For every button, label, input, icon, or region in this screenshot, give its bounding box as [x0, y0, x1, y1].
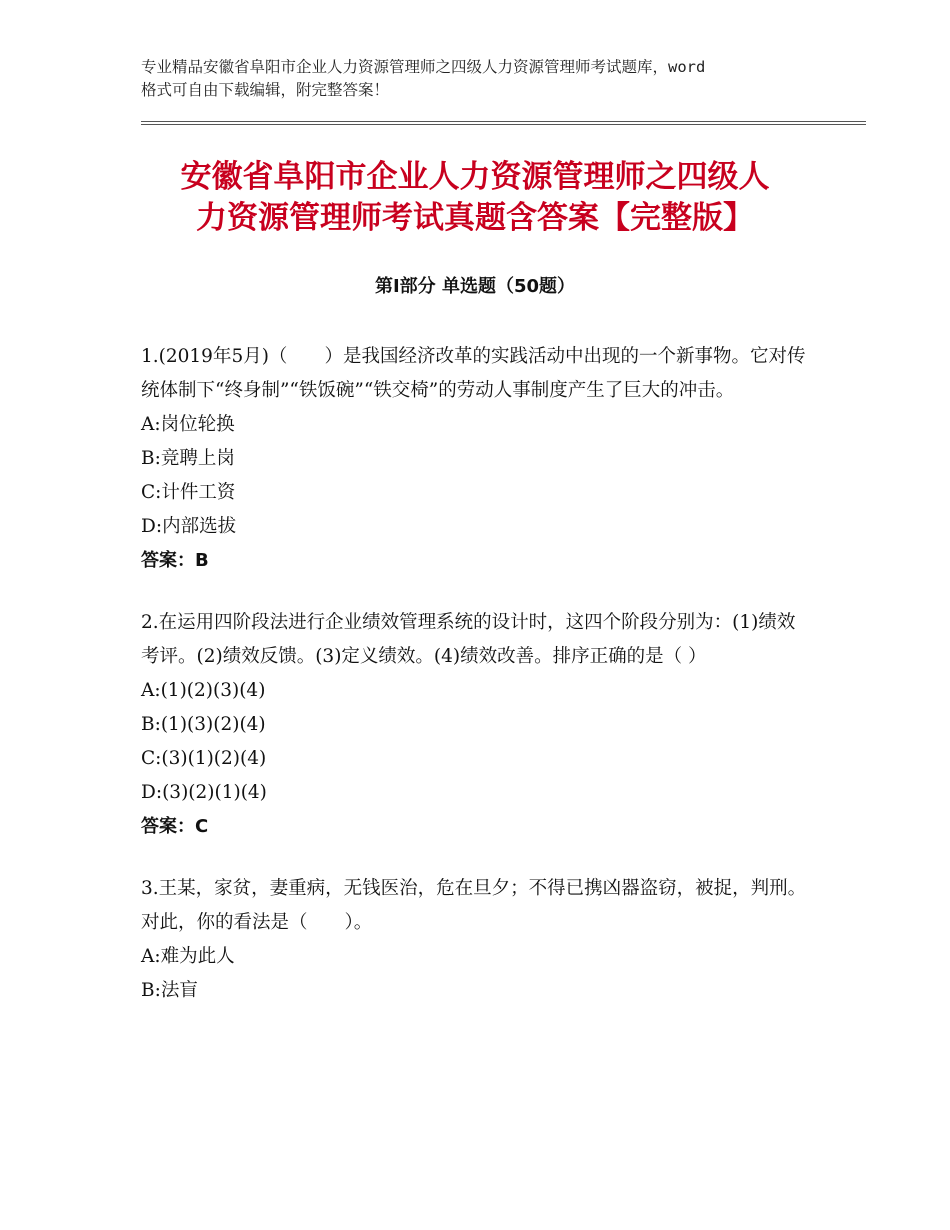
option-a — [141, 674, 813, 708]
header-note-line-1: 专业精品安徽省阜阳市企业人力资源管理师之四级人力资源管理师考试题库，word — [141, 58, 706, 76]
header-divider — [141, 121, 866, 125]
option-b — [141, 442, 813, 476]
option-letter: C: — [141, 482, 162, 503]
question-stem: 1.(2019年5月)（ ）是我国经济改革的实践活动中出现的一个新事物。它对传统体制下“终身制”“铁饭碗”“铁交椅”的劳动人事制度产生了巨大的冲击。 — [141, 346, 806, 401]
option-a — [141, 408, 813, 442]
question-3 — [141, 872, 813, 1008]
question-stem: 3.王某，家贫，妻重病，无钱医治，危在旦夕；不得已携凶器盗窃，被捉，判刑。对此，你的看法是（ ）。 — [141, 878, 807, 933]
option-letter: D: — [141, 516, 163, 537]
question-1 — [141, 340, 813, 578]
option-letter: B: — [141, 980, 161, 1001]
option-text: (3)(2)(1)(4) — [162, 782, 267, 803]
option-text: 计件工资 — [161, 482, 236, 503]
option-d — [141, 776, 813, 810]
option-text: (1)(2)(3)(4) — [160, 680, 266, 701]
document-title — [120, 157, 830, 239]
option-text: 竞聘上岗 — [160, 448, 235, 469]
question-2 — [141, 606, 813, 844]
section-title: 第Ⅰ部分 单选题（50题） — [374, 276, 575, 297]
option-c — [141, 742, 813, 776]
option-d — [141, 510, 813, 544]
option-letter: A: — [141, 414, 161, 435]
option-text: 法盲 — [160, 980, 198, 1001]
header-note — [141, 56, 821, 102]
option-text: (1)(3)(2)(4) — [160, 714, 266, 735]
header-note-line-2: 格式可自由下载编辑，附完整答案！ — [141, 81, 390, 99]
option-letter: C: — [141, 748, 162, 769]
answer-line: 答案：B — [141, 550, 209, 571]
option-b — [141, 708, 813, 742]
option-b — [141, 974, 813, 1008]
option-text: 岗位轮换 — [160, 414, 235, 435]
option-text: 难为此人 — [160, 946, 235, 967]
option-letter: A: — [141, 946, 161, 967]
document-title-line-1: 安徽省阜阳市企业人力资源管理师之四级人 — [180, 159, 770, 195]
document-title-line-2: 力资源管理师考试真题含答案【完整版】 — [196, 200, 754, 236]
option-text: (3)(1)(2)(4) — [161, 748, 267, 769]
option-letter: D: — [141, 782, 163, 803]
question-list — [141, 340, 813, 1036]
option-text: 内部选拔 — [162, 516, 237, 537]
option-letter: B: — [141, 714, 161, 735]
option-letter: A: — [141, 680, 161, 701]
answer-line: 答案：C — [141, 816, 209, 837]
option-c — [141, 476, 813, 510]
option-a — [141, 940, 813, 974]
question-stem: 2.在运用四阶段法进行企业绩效管理系统的设计时，这四个阶段分别为：(1)绩效考评。(2)绩效反馈。(3)定义绩效。(4)绩效改善。排序正确的是（ ） — [141, 612, 796, 667]
option-letter: B: — [141, 448, 161, 469]
